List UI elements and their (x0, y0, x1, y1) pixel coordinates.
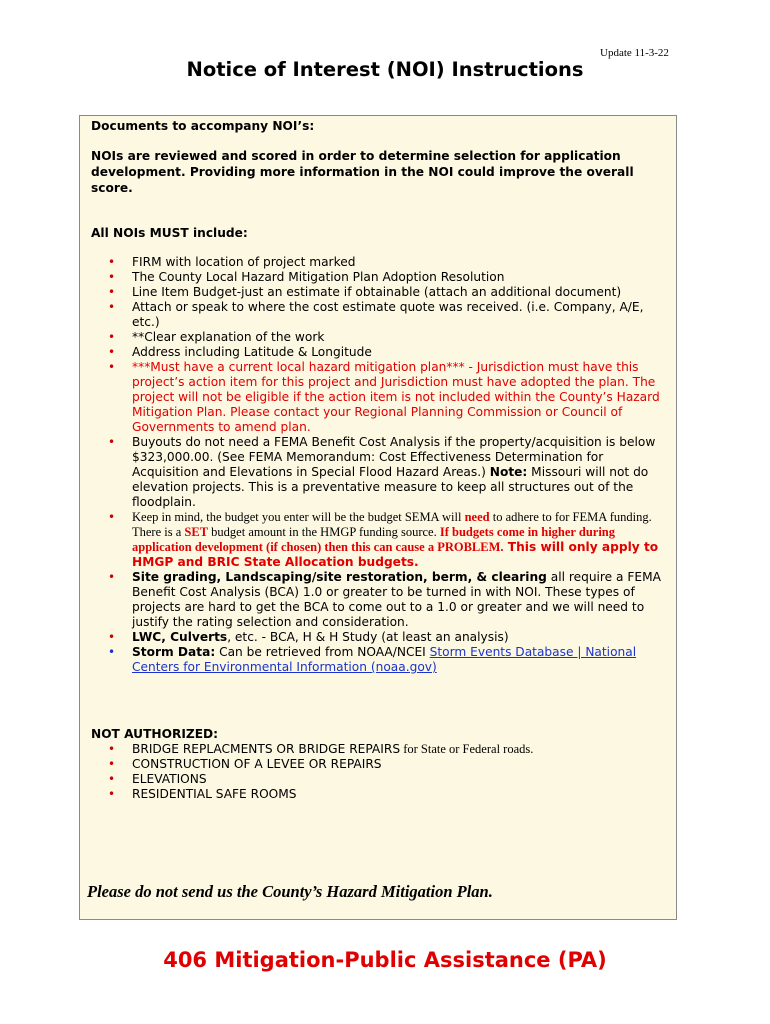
must-include-list (91, 255, 672, 675)
list-item: • RESIDENTIAL SAFE ROOMS (91, 787, 672, 802)
section-title-406: 406 Mitigation-Public Assistance (PA) (163, 948, 607, 972)
list-item: • Address including Latitude & Longitude (91, 345, 672, 360)
list-item: • ELEVATIONS (91, 772, 672, 787)
list-item-culverts: • LWC, Culverts, etc. - BCA, H & H Study (at least an analysis) (91, 630, 672, 645)
list-item-budget: • Keep in mind, the budget you enter will be the budget SEMA will need to adhere to for FEMA funding. There is a SET budget amount in the HMGP funding source. If budgets come in higher during application development (if chosen) then this can cause a PROBLEM. This will only apply to HMGP and BRIC State Allocation budgets. (91, 510, 672, 570)
list-item: • Line Item Budget-just an estimate if obtainable (attach an additional document) (91, 285, 672, 300)
list-item-buyouts: • Buyouts do not need a FEMA Benefit Cost Analysis if the property/acquisition is below $323,000.00. (See FEMA Memorandum: Cost Effectiveness Determination for Acquisition and Elevations in Special Flood Hazard Areas.) Note: Missouri will not do elevation projects. This is a preventative measure to keep all structures out of the floodplain. (91, 435, 672, 510)
list-item-site-grading: • Site grading, Landscaping/site restoration, berm, & clearing all require a FEMA Benefit Cost Analysis (BCA) 1.0 or greater to be turned in with NOI. These types of projects are hard to get the BCA to come out to a 1.0 or greater and we will need to justify the rating selection and consideration. (91, 570, 672, 630)
list-item-plan-requirement: • ***Must have a current local hazard mitigation plan*** - Jurisdiction must have this project’s action item for this project and Jurisdiction must have adopted the plan. The project will not be eligible if the action item is not included within the County’s Hazard Mitigation Plan. Please contact your Regional Planning Commission or Council of Governments to amend plan. (91, 360, 672, 435)
intro-paragraph: NOIs are reviewed and scored in order to determine selection for application development. Providing more information in the NOI could improve the overall score. (91, 149, 634, 195)
list-item: • CONSTRUCTION OF A LEVEE OR REPAIRS (91, 757, 672, 772)
page-title: Notice of Interest (NOI) Instructions (186, 58, 584, 81)
storm-events-link[interactable]: Storm Events Database | National Centers for Environmental Information (noaa.gov) (132, 645, 637, 674)
list-item-storm-data: • Storm Data: Can be retrieved from NOAA/NCEI Storm Events Database | National Centers for Environmental Information (noaa.gov) (91, 645, 672, 675)
update-date: Update 11-3-22 (600, 47, 669, 59)
not-authorized-heading: NOT AUTHORIZED: (91, 727, 219, 741)
list-item: • **Clear explanation of the work (91, 330, 672, 345)
not-authorized-list (91, 742, 672, 802)
footer-note: Please do not send us the County’s Hazard Mitigation Plan. (87, 882, 493, 901)
instructions-content (91, 116, 672, 802)
list-item: • The County Local Hazard Mitigation Plan Adoption Resolution (91, 270, 672, 285)
list-item: • BRIDGE REPLACMENTS OR BRIDGE REPAIRS for State or Federal roads. (91, 742, 672, 757)
docs-heading: Documents to accompany NOI’s: (91, 119, 315, 133)
instructions-box (79, 115, 677, 920)
list-item: • Attach or speak to where the cost estimate quote was received. (i.e. Company, A/E, etc.) (91, 300, 672, 330)
must-include-heading: All NOIs MUST include: (91, 226, 248, 240)
list-item: • FIRM with location of project marked (91, 255, 672, 270)
